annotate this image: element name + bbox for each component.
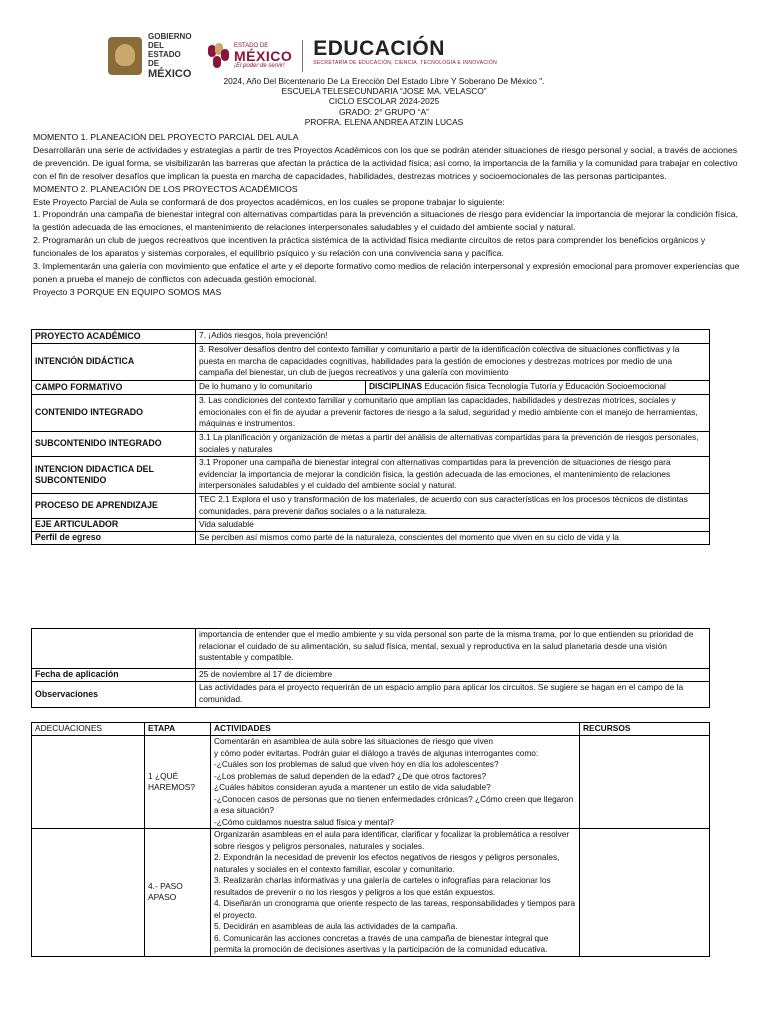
momento-1-text: Desarrollarán una serie de actividades y estrategias a partir de tres Proyectos Académicos con los que se podrán atender situaciones de riesgo personal y social, a través de acciones de prevención. De igual forma, se visibilizarán las barreras que afectan la práctica de la actividad física; así como, la importancia de la familia y la comunidad para trabajar en colectivo con el fin de resolver desafíos que implican la puesta en marcha de capacidades, habilidades, destrezas motrices y socioemocionales de las personas participantes.	[33, 144, 738, 181]
activity-line: Comentarán en asamblea de aula sobre las situaciones de riesgo que viven	[214, 736, 494, 746]
intro-section	[33, 131, 741, 299]
table-row	[32, 330, 710, 344]
header-etapa: ETAPA	[145, 723, 211, 736]
activity-line: y cómo poder evitartas. Podrán guiar el diálogo a través de algunas interrogantes como:	[214, 747, 539, 758]
edomex-mark-icon	[208, 43, 230, 69]
educacion-title: EDUCACIÓN	[313, 37, 445, 60]
contenido-value: 3. Las condiciones del contexto familiar y comunitario que amplían las capacidades, habilidades y destrezas motrices, sociales y emocionales con el fin de ayudar a prevenir factores de riesgo a la salud, seguridad y medio ambiente con el manejo de herramientas, máquinas e instrumentos.	[196, 395, 710, 432]
recursos-cell	[580, 736, 710, 829]
eje-value: Vida saludable	[196, 519, 710, 532]
proceso-value: TEC 2.1 Explora el uso y transformación de los materiales, de acuerdo con sus características en los procesos técnicos de distintas comunidades, para prevenir daños sociales o a la naturaleza.	[196, 494, 710, 519]
intencion-value: 3. Resolver desafíos dentro del contexto familiar y comunitario a partir de la identificación colectiva de situaciones conflictivas y la puesta en marcha de capacidades cognitivas, habilidades para la gestión de emociones y destrezas motrices por medio de una campaña del bienestar, un club de juegos recreativos y una galería con movimiento	[196, 344, 710, 381]
disciplinas-cell	[366, 381, 710, 395]
adecuaciones-cell	[32, 829, 145, 957]
project-info-table	[31, 329, 710, 545]
momento-2-heading: MOMENTO 2. PLANEACIÓN DE LOS PROYECTOS ACADÉMICOS	[33, 183, 298, 194]
table-row	[32, 381, 710, 395]
table-row	[32, 344, 710, 381]
school-cycle: CICLO ESCOLAR 2024-2025	[328, 96, 440, 107]
momento-2-text: Este Proyecto Parcial de Aula se conformará de dos proyectos académicos, en los cuales se propone trabajar lo siguiente:	[33, 196, 505, 207]
activities-table	[31, 722, 710, 957]
header-logos	[108, 32, 498, 80]
header-actividades: ACTIVIDADES	[211, 723, 580, 736]
activity-line: ¿Cuáles hábitos consideran ayuda a mantener un estilo de vida saludable?	[214, 782, 491, 792]
activity-line: Organizarán asambleas en el aula para identificar, clarificar y focalizar la problemática a resolver sobre riesgos y peligros personales, naturales y sociales.	[214, 829, 570, 851]
gobierno-line3: MÉXICO	[148, 68, 192, 80]
proposal-1: 1. Propondrán una campaña de bienestar integral con alternativas compartidas para la prevención a situaciones de riesgo para evidenciar la importancia de mejorar la condición física, la gestión adecuada de las emociones, el mantenimiento de relaciones interpersonales saludables y el cuidado del ambiente social y natural.	[33, 209, 739, 233]
contenido-label: CONTENIDO INTEGRADO	[32, 395, 196, 432]
project-info-table-cont	[31, 628, 710, 708]
observaciones-value: Las actividades para el proyecto requerirán de un espacio amplio para aplicar los circuitos. Se sugiere se hagan en el campo de la comunidad.	[196, 682, 710, 708]
table-row	[32, 829, 710, 957]
state-seal-icon	[108, 37, 142, 75]
edomex-logo	[208, 41, 292, 71]
project-3-title: Proyecto 3 PORQUE EN EQUIPO SOMOS MAS	[33, 286, 222, 297]
activity-line: 4. Diseñarán un cronograma que oriente respecto de las tareas, responsabilidades y tiempos para el proyecto.	[214, 898, 576, 920]
subcontenido-label: SUBCONTENIDO INTEGRADO	[32, 432, 196, 457]
table-row	[32, 682, 710, 708]
fecha-label: Fecha de aplicación	[32, 669, 196, 682]
perfil-value: Se perciben así mismos como parte de la naturaleza, conscientes del momento que viven en su ciclo de vida y la	[196, 532, 710, 545]
perfil-cont-value: importancia de entender que el medio ambiente y su vida personal son parte de la misma trama, por lo que entienden su prioridad de relacionar el cuidado de su alimentación, su salud física, mental, sexual y reproductiva en la salud planetaria desde una visión sustentable y compatible.	[196, 629, 710, 669]
adecuaciones-cell	[32, 736, 145, 829]
table-row	[32, 532, 710, 545]
gobierno-logo-text	[148, 32, 194, 80]
activity-line: -¿Conocen casos de personas que no tienen enfermedades crónicas? ¿Cómo creen que llegaron a esa situación?	[214, 793, 574, 815]
school-info	[0, 76, 768, 127]
perfil-cont-label	[32, 629, 196, 669]
observaciones-label: Observaciones	[32, 682, 196, 708]
proyecto-label: PROYECTO ACADÉMICO	[32, 330, 196, 344]
logo-divider	[302, 40, 303, 72]
proceso-label: PROCESO DE APRENDIZAJE	[32, 494, 196, 519]
grade-group: GRADO: 2° GRUPO “A”	[339, 106, 429, 117]
gobierno-line2: ESTADO DE	[148, 50, 181, 68]
table-row	[32, 494, 710, 519]
actividades-cell	[211, 736, 580, 829]
edomex-small: ESTADO DE	[234, 43, 269, 49]
momento-1-heading: MOMENTO 1. PLANEACIÓN DEL PROYECTO PARCIAL DEL AULA	[33, 132, 299, 142]
intencion-label: INTENCIÓN DIDÁCTICA	[32, 344, 196, 381]
disciplinas-value: Educación física Tecnología Tutoría y Educación Socioemocional	[422, 381, 666, 391]
activity-line: -¿Cómo cuidamos nuestra salud física y mental?	[214, 816, 394, 827]
activity-line: 3. Realizarán charlas informativas y una galería de carteles o infografías para relacionar los resultados de prevenir o no los riesgos y peligros a los que están expuestos.	[214, 875, 551, 897]
activity-line: -¿Los problemas de salud dependen de la edad? ¿De que otros factores?	[214, 770, 487, 781]
perfil-label: Perfil de egreso	[32, 532, 196, 545]
eje-label: EJE ARTICULADOR	[32, 519, 196, 532]
header-recursos: RECURSOS	[580, 723, 710, 736]
actividades-cell	[211, 829, 580, 957]
activity-line: 5. Decidirán en asambleas de aula las actividades de la campaña.	[214, 921, 458, 931]
edomex-tagline: ¡El poder de servir!	[234, 63, 285, 69]
disciplinas-label: DISCIPLINAS	[369, 381, 423, 391]
etapa-cell: 1 ¿QUÉ HAREMOS?	[145, 736, 211, 829]
etapa-cell: 4.- PASO APASO	[145, 829, 211, 957]
teacher-name: PROFRA. ELENA ANDREA ATZIN LUCAS	[304, 116, 464, 127]
table-row	[32, 519, 710, 532]
campo-value: De lo humano y lo comunitario	[196, 381, 366, 395]
proposal-3: 3. Implementarán una galería con movimiento que enfatice el arte y el deporte formativo como medios de relación interpersonal y expresión emocional para promover experiencias que ponen a prueba el manejo de conflictos con adecuada gestión emocional.	[33, 261, 740, 284]
gobierno-line1: GOBIERNO DEL	[148, 32, 192, 50]
table-row	[32, 736, 710, 829]
subcontenido-value: 3.1 La planificación y organización de metas a partir del análisis de alternativas compartidas para la prevención de riesgos personales, sociales y naturales	[196, 432, 710, 457]
school-name: ESCUELA TELESECUNDARIA “JOSE MA. VELASCO”	[281, 86, 487, 97]
table-header-row	[32, 723, 710, 736]
table-row	[32, 669, 710, 682]
fecha-value: 25 de noviembre al 17 de diciembre	[196, 669, 710, 682]
table-row	[32, 395, 710, 432]
table-row	[32, 457, 710, 494]
activity-line: 6. Comunicarán las acciones concretas a través de una campaña de bienestar integral que permita la promoción de decisiones asertivas y la participación de la comunidad educativa.	[214, 932, 549, 954]
intencion-sub-label: INTENCION DIDACTICA DEL SUBCONTENIDO	[32, 457, 196, 494]
proyecto-value: 7. ¡Adiós riesgos, hola prevención!	[196, 330, 710, 344]
activity-line: 2. Expondrán la necesidad de prevenir los efectos negativos de riesgos y peligros personales, naturales y sociales en el contexto familiar, escolar y comunitario.	[214, 852, 560, 874]
educacion-logo	[313, 37, 498, 70]
table-row	[32, 629, 710, 669]
campo-label: CAMPO FORMATIVO	[32, 381, 196, 395]
educacion-subtitle: SECRETARÍA DE EDUCACIÓN, CIENCIA, TECNOLOGÍA E INNOVACIÓN	[313, 60, 498, 66]
year-motto: 2024, Año Del Bicentenario De La Erección Del Estado Libre Y Soberano De México ".	[223, 76, 545, 86]
header-adecuaciones: ADECUACIONES	[32, 723, 145, 736]
edomex-name: MÉXICO	[234, 48, 293, 64]
intencion-sub-value: 3.1 Proponer una campaña de bienestar integral con alternativas compartidas para la prevención de situaciones de riesgo para evidenciar la importancia de mejorar la condición física, la gestión adecuada de las emociones, el mantenimiento de relaciones interpersonales saludables y el cuidado del ambiente social y natural.	[196, 457, 710, 494]
proposal-2: 2. Programarán un club de juegos recreativos que incentiven la práctica sistémica de la actividad física mediante circuitos de retos para comprender los beneficios orgánicos y funcionales de los aparatos y sistemas corporales, el equilibrio psíquico y su relación con una convivencia sana y pacífica.	[33, 235, 706, 259]
table-row	[32, 432, 710, 457]
recursos-cell	[580, 829, 710, 957]
activity-line: -¿Cuáles son los problemas de salud que viven hoy en día los adolescentes?	[214, 759, 499, 769]
